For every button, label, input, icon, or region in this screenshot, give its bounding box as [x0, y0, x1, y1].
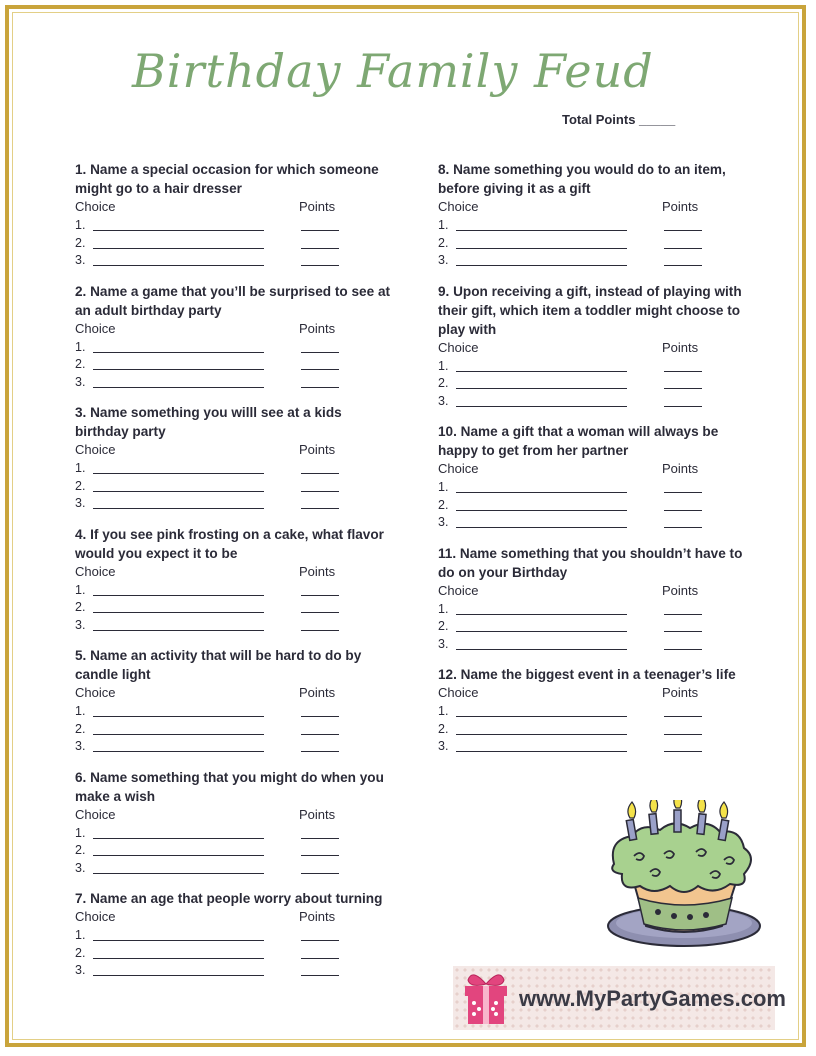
answer-number: 1. [75, 218, 86, 232]
answer-number: 2. [75, 721, 86, 736]
answer-row [75, 356, 395, 374]
points-answer-line[interactable] [301, 491, 339, 492]
question-block [438, 665, 758, 756]
answer-number: 2. [75, 235, 86, 250]
choice-answer-line[interactable] [93, 958, 264, 959]
answer-number: 1. [75, 582, 86, 597]
choice-answer-line[interactable] [93, 873, 264, 874]
birthday-cake-illustration [598, 800, 770, 950]
choice-answer-line[interactable] [93, 716, 264, 717]
answer-row [75, 582, 395, 600]
points-label: Points [299, 909, 336, 924]
choice-answer-line[interactable] [456, 371, 627, 372]
answer-number: 3. [438, 393, 449, 408]
answer-number: 3. [438, 515, 449, 529]
answer-row [75, 478, 395, 496]
answer-number: 1. [438, 218, 449, 232]
choice-answer-line[interactable] [456, 751, 627, 752]
answer-number: 1. [438, 704, 449, 718]
choice-answer-line[interactable] [456, 406, 627, 407]
points-answer-line[interactable] [664, 371, 702, 372]
answer-header [438, 583, 758, 601]
question-block [75, 282, 395, 392]
answer-row [438, 497, 758, 515]
points-label: Points [662, 685, 699, 700]
choice-answer-line[interactable] [93, 230, 264, 231]
points-answer-line[interactable] [301, 265, 339, 266]
points-answer-line[interactable] [664, 230, 702, 231]
choice-answer-line[interactable] [456, 388, 627, 389]
points-label: Points [662, 199, 699, 214]
gift-box-icon [461, 970, 511, 1026]
points-answer-line[interactable] [301, 873, 339, 874]
answer-row [438, 703, 758, 721]
choice-answer-line[interactable] [456, 614, 627, 615]
answer-number: 3. [438, 253, 449, 267]
answer-number: 3. [75, 617, 86, 632]
answer-number: 1. [75, 461, 86, 475]
points-label: Points [662, 582, 699, 598]
question-text: 6. Name something that you might do when you make a wish [75, 769, 384, 804]
answer-row [438, 514, 758, 532]
question-block [75, 403, 395, 513]
answer-number: 2. [75, 600, 86, 614]
question-text: 8. Name something you would do to an item, before giving it as a gift [438, 162, 726, 196]
points-answer-line[interactable] [301, 352, 339, 353]
points-answer-line[interactable] [301, 630, 339, 631]
answer-number: 3. [75, 374, 86, 389]
question-block [438, 544, 758, 654]
points-label: Points [662, 461, 699, 476]
page-title: Birthday Family Feud [132, 44, 654, 98]
choice-answer-line[interactable] [93, 855, 264, 856]
answer-number: 3. [438, 636, 449, 651]
points-label: Points [299, 199, 336, 214]
points-label: Points [299, 563, 336, 579]
choice-answer-line[interactable] [93, 940, 264, 941]
answer-header [75, 564, 395, 582]
choice-label: Choice [75, 909, 116, 924]
answer-number: 3. [75, 496, 86, 510]
choice-label: Choice [438, 339, 479, 355]
answer-number: 2. [75, 843, 86, 857]
answer-number: 1. [438, 601, 449, 616]
answer-header [438, 685, 758, 703]
points-answer-line[interactable] [301, 751, 339, 752]
website-banner [453, 966, 786, 1030]
answer-number: 1. [438, 480, 449, 494]
choice-answer-line[interactable] [93, 734, 264, 735]
points-answer-line[interactable] [301, 508, 339, 509]
question-text: 2. Name a game that you’ll be surprised to see at an adult birthday party [75, 283, 391, 318]
choice-answer-line[interactable] [93, 975, 264, 976]
question-block [75, 768, 395, 878]
answer-number: 3. [75, 739, 86, 753]
points-label: Points [299, 685, 336, 700]
answer-number: 1. [75, 339, 86, 354]
answer-row [75, 842, 395, 860]
choice-answer-line[interactable] [93, 508, 264, 509]
answer-header [75, 321, 395, 339]
answer-number: 3. [75, 253, 86, 267]
question-text: 7. Name an age that people worry about turning [75, 891, 383, 906]
answer-row [75, 927, 395, 945]
answer-number: 2. [438, 376, 449, 390]
answer-header [75, 807, 395, 825]
answer-row [75, 599, 395, 617]
points-answer-line[interactable] [664, 265, 702, 266]
choice-answer-line[interactable] [456, 649, 627, 650]
points-answer-line[interactable] [664, 527, 702, 528]
answer-number: 2. [75, 945, 86, 960]
points-answer-line[interactable] [664, 388, 702, 389]
points-answer-line[interactable] [664, 734, 702, 735]
answer-row [438, 217, 758, 235]
answer-header [438, 199, 758, 217]
question-text: 4. If you see pink frosting on a cake, what flavor would you expect it to be [75, 526, 384, 561]
points-answer-line[interactable] [301, 838, 339, 839]
choice-label: Choice [75, 442, 116, 457]
points-answer-line[interactable] [664, 716, 702, 717]
choice-answer-line[interactable] [93, 387, 264, 388]
choice-label: Choice [438, 582, 479, 598]
question-text: 1. Name a special occasion for which someone might go to a hair dresser [75, 162, 379, 196]
answer-header [438, 461, 758, 479]
answer-row [75, 721, 395, 739]
choice-label: Choice [75, 806, 116, 822]
question-block [75, 525, 395, 635]
answer-number: 3. [75, 963, 86, 977]
choice-answer-line[interactable] [456, 716, 627, 717]
question-text: 5. Name an activity that will be hard to do by candle light [75, 648, 362, 682]
answer-number: 1. [75, 704, 86, 718]
choice-answer-line[interactable] [456, 510, 627, 511]
points-answer-line[interactable] [664, 751, 702, 752]
points-answer-line[interactable] [301, 369, 339, 370]
answer-number: 1. [75, 825, 86, 840]
question-block [438, 160, 758, 270]
answer-row [75, 339, 395, 357]
choice-answer-line[interactable] [93, 595, 264, 596]
points-label: Points [299, 806, 336, 822]
question-text: 3. Name something you willl see at a kids birthday party [75, 405, 342, 439]
answer-row [75, 217, 395, 235]
points-answer-line[interactable] [301, 734, 339, 735]
answer-number: 2. [438, 619, 449, 633]
choice-answer-line[interactable] [93, 265, 264, 266]
answer-row [438, 393, 758, 411]
points-answer-line[interactable] [664, 492, 702, 493]
question-text: 9. Upon receiving a gift, instead of playing with their gift, which item a toddler might choose to play with [438, 283, 742, 337]
points-label: Points [299, 442, 336, 457]
answer-number: 2. [438, 235, 449, 250]
answer-row [75, 825, 395, 843]
questions-left-column [75, 158, 395, 992]
question-block [75, 889, 395, 980]
answer-row [75, 460, 395, 478]
answer-number: 1. [75, 928, 86, 942]
answer-header [75, 909, 395, 927]
choice-label: Choice [75, 563, 116, 579]
question-text: 11. Name something that you shouldn’t have to do on your Birthday [438, 545, 743, 580]
answer-number: 2. [438, 721, 449, 736]
points-answer-line[interactable] [664, 614, 702, 615]
questions-right-column [438, 158, 758, 768]
choice-answer-line[interactable] [456, 734, 627, 735]
points-answer-line[interactable] [301, 595, 339, 596]
answer-row [75, 738, 395, 756]
answer-row [438, 738, 758, 756]
answer-number: 2. [75, 478, 86, 493]
choice-answer-line[interactable] [93, 491, 264, 492]
question-block [438, 282, 758, 411]
choice-answer-line[interactable] [456, 527, 627, 528]
choice-answer-line[interactable] [456, 265, 627, 266]
points-answer-line[interactable] [301, 612, 339, 613]
answer-row [75, 252, 395, 270]
answer-row [438, 235, 758, 253]
answer-row [75, 495, 395, 513]
choice-answer-line[interactable] [93, 612, 264, 613]
choice-answer-line[interactable] [93, 630, 264, 631]
choice-answer-line[interactable] [93, 751, 264, 752]
points-answer-line[interactable] [301, 248, 339, 249]
answer-row [75, 962, 395, 980]
choice-answer-line[interactable] [456, 230, 627, 231]
answer-number: 2. [438, 497, 449, 512]
question-block [75, 160, 395, 270]
points-answer-line[interactable] [301, 855, 339, 856]
answer-header [75, 685, 395, 703]
answer-number: 2. [75, 357, 86, 371]
points-answer-line[interactable] [301, 230, 339, 231]
total-points-label: Total Points _____ [562, 112, 676, 127]
answer-row [75, 374, 395, 392]
answer-row [75, 703, 395, 721]
choice-label: Choice [75, 199, 116, 214]
choice-answer-line[interactable] [456, 631, 627, 632]
answer-header [438, 340, 758, 358]
points-answer-line[interactable] [664, 248, 702, 249]
answer-row [438, 479, 758, 497]
points-answer-line[interactable] [301, 940, 339, 941]
answer-number: 3. [75, 860, 86, 875]
answer-row [75, 617, 395, 635]
answer-row [75, 860, 395, 878]
points-label: Points [662, 339, 699, 355]
points-answer-line[interactable] [301, 387, 339, 388]
answer-number: 3. [438, 739, 449, 753]
points-label: Points [299, 320, 336, 336]
choice-answer-line[interactable] [93, 838, 264, 839]
choice-label: Choice [75, 320, 116, 336]
choice-label: Choice [75, 685, 116, 700]
choice-label: Choice [438, 461, 479, 476]
points-answer-line[interactable] [664, 649, 702, 650]
choice-answer-line[interactable] [456, 248, 627, 249]
points-answer-line[interactable] [301, 958, 339, 959]
choice-answer-line[interactable] [456, 492, 627, 493]
answer-row [438, 636, 758, 654]
answer-header [75, 199, 395, 217]
question-block [438, 422, 758, 532]
choice-answer-line[interactable] [93, 473, 264, 474]
choice-answer-line[interactable] [93, 248, 264, 249]
answer-row [438, 601, 758, 619]
points-answer-line[interactable] [301, 716, 339, 717]
choice-label: Choice [438, 199, 479, 214]
answer-row [438, 375, 758, 393]
question-block [75, 646, 395, 756]
answer-row [438, 618, 758, 636]
points-answer-line[interactable] [664, 406, 702, 407]
points-answer-line[interactable] [301, 473, 339, 474]
answer-row [438, 252, 758, 270]
question-text: 10. Name a gift that a woman will always be happy to get from her partner [438, 424, 719, 458]
points-answer-line[interactable] [664, 510, 702, 511]
answer-row [75, 235, 395, 253]
choice-answer-line[interactable] [93, 369, 264, 370]
answer-number: 1. [438, 358, 449, 373]
choice-label: Choice [438, 685, 479, 700]
points-answer-line[interactable] [301, 975, 339, 976]
answer-row [438, 358, 758, 376]
points-answer-line[interactable] [664, 631, 702, 632]
answer-row [438, 721, 758, 739]
website-url[interactable]: www.MyPartyGames.com [519, 986, 786, 1011]
choice-answer-line[interactable] [93, 352, 264, 353]
answer-header [75, 442, 395, 460]
answer-row [75, 945, 395, 963]
question-text: 12. Name the biggest event in a teenager’s life [438, 667, 736, 682]
